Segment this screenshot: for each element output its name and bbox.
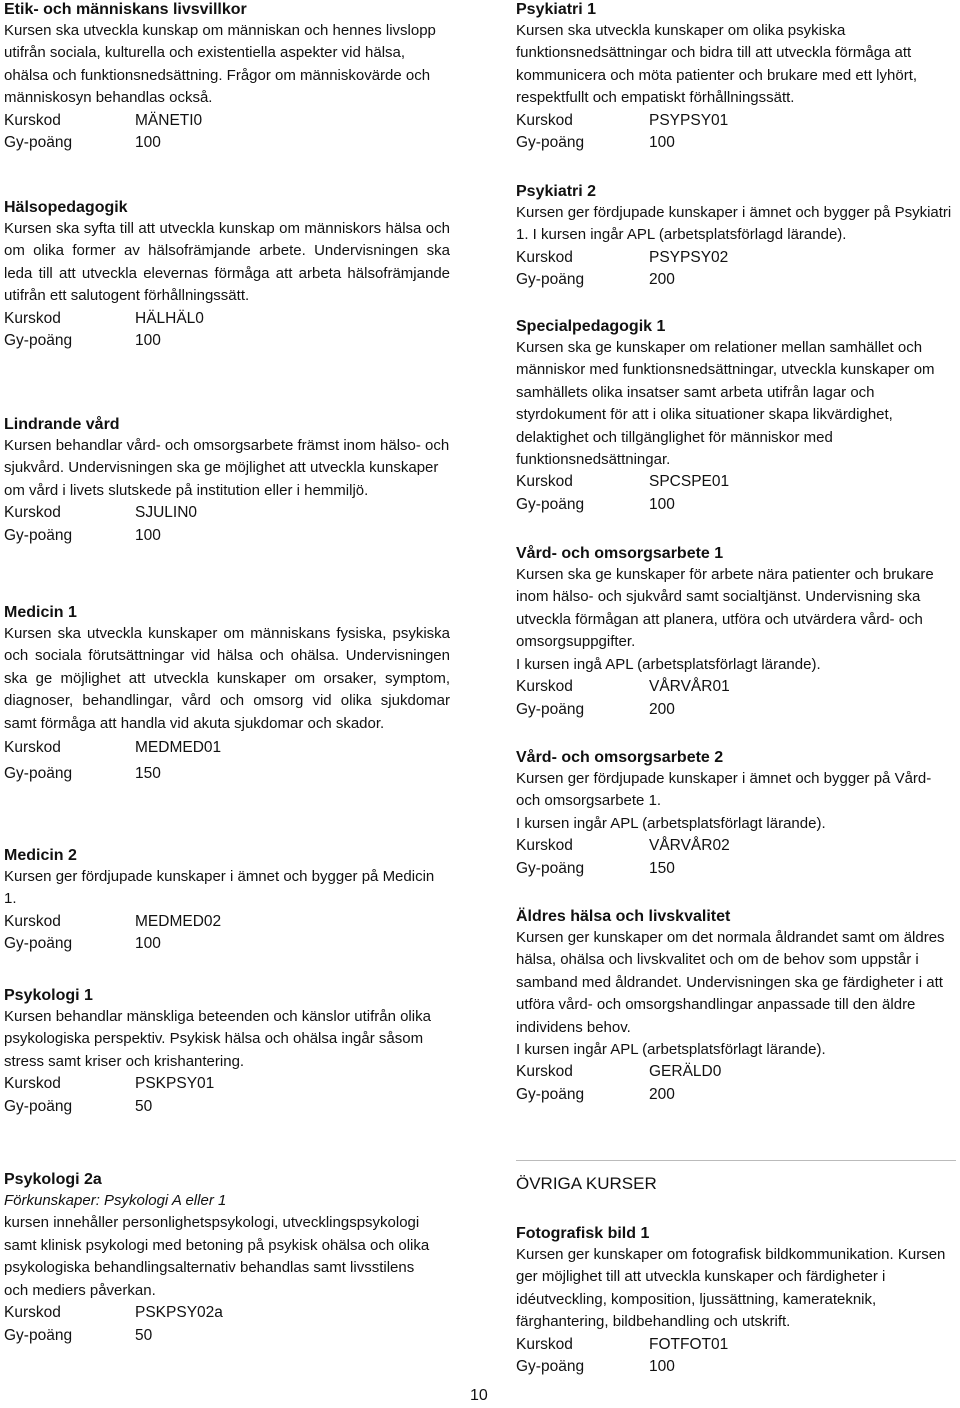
course-points-row <box>516 1356 956 1379</box>
course-description: Kursen ska utveckla kunskap om människan och hennes livslopp utifrån sociala, kulturella och existentiella aspekter vid hälsa, ohälsa och funktionsnedsättning. Frågor om människovärde och människosyn behandlas också. <box>4 22 436 107</box>
course-points-label: Gy-poäng <box>516 496 585 514</box>
course-description: kursen innehåller personlighetspsykologi, utvecklingspsykologi samt klinisk psykologi med betoning på psykisk ohälsa och olika psykologiska behandlingsalternativ behandlas samt livsstilens och mediers påverkan. <box>4 1214 430 1299</box>
course-code-row <box>516 676 956 699</box>
course-specialpedagogik-1 <box>516 317 956 517</box>
course-psykologi-2a <box>4 1170 434 1347</box>
course-code-label: Kurskod <box>4 111 61 129</box>
course-title: Psykologi 2a <box>4 1171 102 1188</box>
course-code-label: Kurskod <box>516 473 573 491</box>
course-apl-note: I kursen ingår APL (arbetsplatsförlagt lärande). <box>516 814 826 832</box>
course-code: MEDMED02 <box>135 912 222 930</box>
course-points: 100 <box>135 935 161 953</box>
course-title: Medicin 2 <box>4 847 77 864</box>
course-title: Vård- och omsorgsarbete 1 <box>516 545 724 562</box>
section-divider <box>516 1160 956 1161</box>
course-code-row <box>4 911 450 934</box>
course-code-label: Kurskod <box>516 248 573 266</box>
course-title: Äldres hälsa och livskvalitet <box>516 908 731 925</box>
course-points: 100 <box>135 526 161 544</box>
course-code-row <box>516 1061 956 1084</box>
course-title: Psykiatri 2 <box>516 183 597 200</box>
course-points-label: Gy-poäng <box>516 134 585 152</box>
course-psykiatri-1 <box>516 0 956 155</box>
course-halsopedagogik <box>4 198 450 353</box>
course-points: 150 <box>135 765 161 783</box>
course-code-row <box>516 110 956 133</box>
course-points-label: Gy-poäng <box>4 1326 73 1344</box>
course-points: 200 <box>649 700 675 718</box>
course-points: 100 <box>135 332 161 350</box>
course-points-label: Gy-poäng <box>4 332 73 350</box>
course-points-row <box>516 132 956 155</box>
course-description: Kursen ska ge kunskaper om relationer mellan samhället och människor med funktionsnedsättningar, utveckla kunskaper om samhällets olika insatser samt arbeta utifrån lagar och styrdokument för att i olika situationer skapa likvärdighet, delaktighet och tillgänglighet för människor med funktionsnedsättningar. <box>516 339 935 469</box>
course-description: Kursen ska utveckla kunskaper om människans fysiska, psykiska och sociala förutsättningar vid hälsa och ohälsa. Undervisningen ska ge möjlighet att utveckla kunskaper om orsaker, symptom, diagnoser, behandlingar, vård och omsorg vid olika sjukdomar samt förmåga att handla vid akuta sjukdomar och skador. <box>4 625 450 732</box>
course-description: Kursen ger fördjupade kunskaper i ämnet och bygger på Psykiatri 1. I kursen ingår APL (arbetsplatsförlagd lärande). <box>516 204 952 244</box>
course-code-label: Kurskod <box>4 912 61 930</box>
course-points-label: Gy-poäng <box>4 935 73 953</box>
course-title: Psykologi 1 <box>4 987 93 1004</box>
course-apl-note: I kursen ingår APL (arbetsplatsförlagt lärande). <box>516 1041 826 1059</box>
course-code-label: Kurskod <box>4 739 61 757</box>
course-medicin-2 <box>4 846 450 956</box>
course-code-label: Kurskod <box>516 1335 573 1353</box>
course-psykologi-1 <box>4 986 450 1118</box>
course-code: VÅRVÅR02 <box>649 837 730 855</box>
course-points-label: Gy-poäng <box>4 526 73 544</box>
course-description: Kursen ger fördjupade kunskaper i ämnet och bygger på Medicin 1. <box>4 868 435 908</box>
course-title: Fotografisk bild 1 <box>516 1225 650 1242</box>
course-title: Lindrande vård <box>4 416 120 433</box>
course-code: SPCSPE01 <box>649 473 730 491</box>
course-description: Kursen behandlar vård- och omsorgsarbete främst inom hälso- och sjukvård. Undervisningen ska ge möjlighet att utveckla kunskaper om vård i livets slutskede på institution eller i hemmiljö. <box>4 437 450 499</box>
course-points: 100 <box>649 134 675 152</box>
course-code-row <box>516 247 956 270</box>
course-code: GERÄLD0 <box>649 1063 722 1081</box>
course-description: Kursen ger fördjupade kunskaper i ämnet och bygger på Vård- och omsorgsarbete 1. <box>516 770 932 810</box>
course-points-label: Gy-poäng <box>4 134 73 152</box>
course-points-row <box>4 1096 450 1119</box>
course-code-row <box>4 735 450 761</box>
course-code-label: Kurskod <box>4 1304 61 1322</box>
course-code-row <box>516 471 956 494</box>
course-lindrande-vard <box>4 415 450 547</box>
course-points-label: Gy-poäng <box>516 1086 585 1104</box>
course-title: Etik- och människans livsvillkor <box>4 1 247 18</box>
course-code: SJULIN0 <box>135 504 198 522</box>
course-code: HÄLHÄL0 <box>135 309 204 327</box>
course-medicin-1 <box>4 603 450 787</box>
course-points-row <box>4 933 450 956</box>
course-title: Medicin 1 <box>4 604 77 621</box>
course-etik <box>4 0 450 155</box>
course-title: Specialpedagogik 1 <box>516 318 666 335</box>
course-points-row <box>516 858 956 881</box>
course-points-label: Gy-poäng <box>4 1097 73 1115</box>
course-code-row <box>4 308 450 331</box>
course-code: MÄNETI0 <box>135 111 203 129</box>
course-points: 100 <box>135 134 161 152</box>
course-description: Kursen ska utveckla kunskaper om olika psykiska funktionsnedsättningar och bidra till att utveckla förmåga att kommunicera och möta patienter och brukare med ett lyhört, respektfullt och empatiskt förhållningssätt. <box>516 22 918 107</box>
course-points: 100 <box>649 496 675 514</box>
course-description: Kursen behandlar mänskliga beteenden och känslor utifrån olika psykologiska perspektiv. Psykisk hälsa och ohälsa ingår såsom stress samt kriser och krishantering. <box>4 1008 431 1070</box>
course-title: Psykiatri 1 <box>516 1 597 18</box>
course-points-row <box>4 330 450 353</box>
course-apl-note: I kursen ingå APL (arbetsplatsförlagt lärande). <box>516 655 821 673</box>
course-points: 150 <box>649 859 675 877</box>
course-points: 200 <box>649 271 675 289</box>
course-title: Vård- och omsorgsarbete 2 <box>516 749 724 766</box>
course-points-row <box>516 269 956 292</box>
course-code-label: Kurskod <box>516 1063 573 1081</box>
course-code-row <box>4 110 450 133</box>
course-code: MEDMED01 <box>135 739 222 757</box>
course-points-label: Gy-poäng <box>516 700 585 718</box>
course-points-row <box>516 1084 956 1107</box>
course-code: PSKPSY02a <box>135 1304 223 1322</box>
course-description: Kursen ska ge kunskaper för arbete nära patienter och brukare inom hälso- och sjukvård samt socialtjänst. Undervisning ska utveckla förmågan att planera, utföra och utvärdera vård- och omsorgsuppgifter. <box>516 566 934 651</box>
course-points: 100 <box>649 1358 675 1376</box>
course-code: VÅRVÅR01 <box>649 678 730 696</box>
course-code-label: Kurskod <box>516 111 573 129</box>
course-code-label: Kurskod <box>516 678 573 696</box>
course-code-row <box>4 1302 434 1325</box>
course-points: 50 <box>135 1326 153 1344</box>
course-points: 50 <box>135 1097 153 1115</box>
page-number: 10 <box>470 1387 488 1404</box>
course-title: Hälsopedagogik <box>4 199 128 216</box>
course-points-row <box>4 525 450 548</box>
course-code-label: Kurskod <box>4 1075 61 1093</box>
course-points: 200 <box>649 1086 675 1104</box>
course-aldres-halsa <box>516 907 956 1107</box>
course-code-label: Kurskod <box>4 504 61 522</box>
course-points-label: Gy-poäng <box>516 1358 585 1376</box>
course-points-row <box>4 132 450 155</box>
course-description: Kursen ska syfta till att utveckla kunskap om människors hälsa och om olika former av hälsofrämjande arbete. Undervisningen ska leda till att utveckla elevernas förmåga att arbeta hälsofrämjande utifrån ett salutogent förhållningssätt. <box>4 220 450 305</box>
course-vard-omsorg-1 <box>516 544 956 721</box>
course-description: Kursen ger kunskaper om det normala åldrandet samt om äldres hälsa, ohälsa och livskvalitet och om de behov som uppstår i samband med åldrandet. Undervisningen ska ge färdigheter i att utföra vård- och omsorgshandlingar anpassade till den äldre individens behov. <box>516 929 945 1036</box>
course-code-row <box>516 1334 956 1357</box>
course-code-row <box>516 835 956 858</box>
course-points-label: Gy-poäng <box>516 859 585 877</box>
course-vard-omsorg-2 <box>516 748 956 880</box>
course-points-row <box>516 699 956 722</box>
course-description: Kursen ger kunskaper om fotografisk bildkommunikation. Kursen ger möjlighet till att utveckla kunskaper och färdigheter i idéutveckling, komposition, ljussättning, kamerateknik, färghantering, bildbehandling och utskrift. <box>516 1246 946 1331</box>
course-fotografisk-bild-1 <box>516 1224 956 1379</box>
course-code: PSYPSY02 <box>649 248 729 266</box>
course-points-label: Gy-poäng <box>516 271 585 289</box>
course-code-label: Kurskod <box>516 837 573 855</box>
course-prerequisites: Förkunskaper: Psykologi A eller 1 <box>4 1192 227 1209</box>
course-code-row <box>4 502 450 525</box>
course-points-row <box>516 494 956 517</box>
course-code: PSKPSY01 <box>135 1075 215 1093</box>
section-heading: ÖVRIGA KURSER <box>516 1174 657 1193</box>
course-code-row <box>4 1073 450 1096</box>
course-code-label: Kurskod <box>4 309 61 327</box>
course-code: PSYPSY01 <box>649 111 729 129</box>
course-points-label: Gy-poäng <box>4 765 73 783</box>
course-code: FOTFOT01 <box>649 1335 729 1353</box>
course-points-row <box>4 1325 434 1348</box>
course-points-row <box>4 761 450 787</box>
course-psykiatri-2 <box>516 182 956 292</box>
